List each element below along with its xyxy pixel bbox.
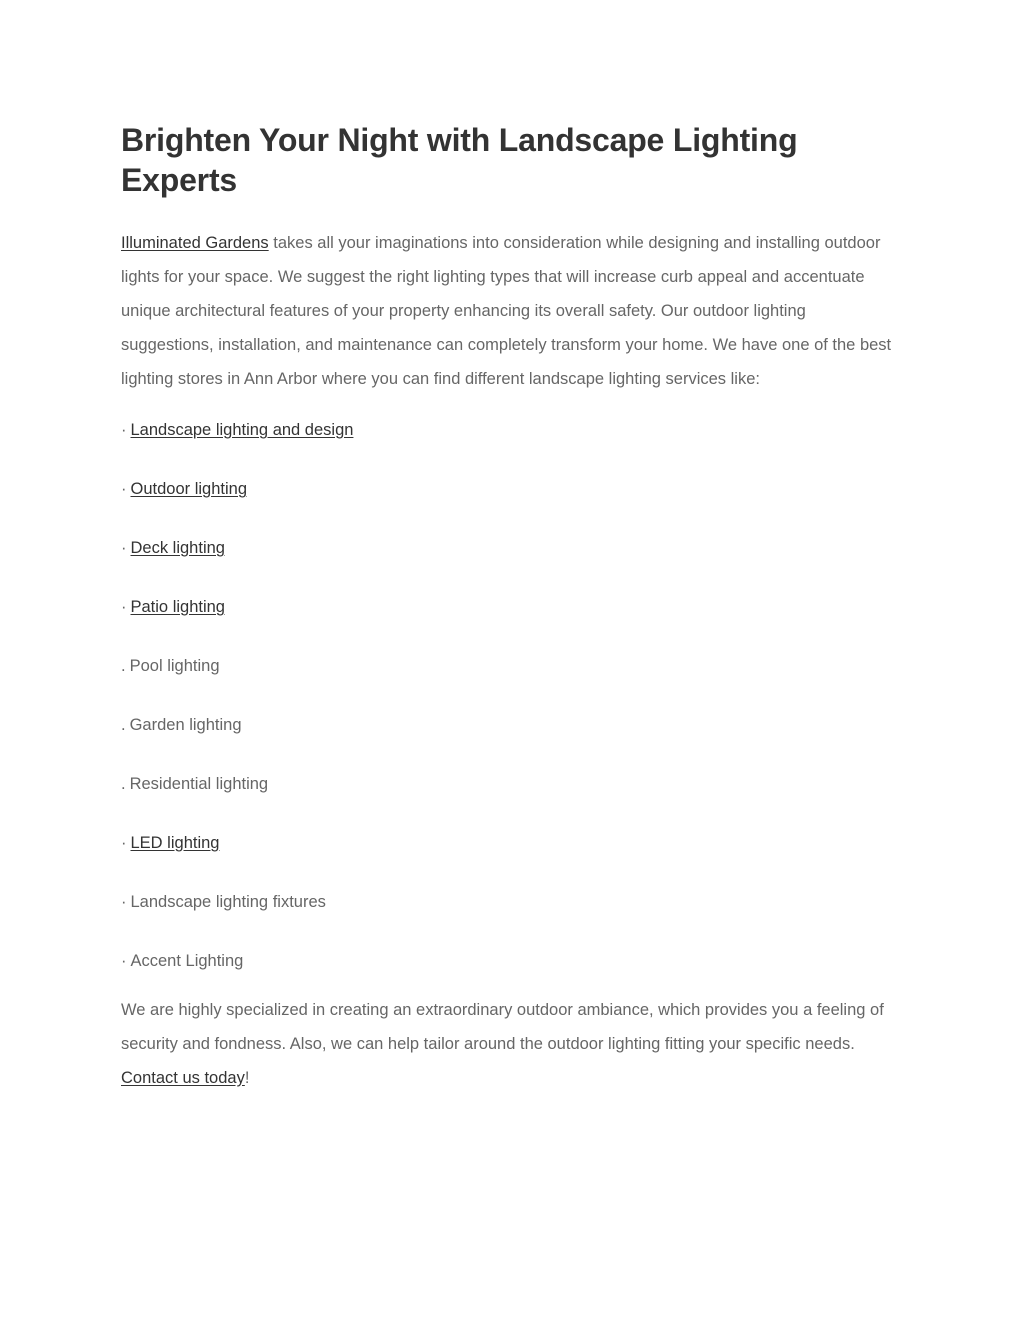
service-item: [121, 418, 901, 442]
bullet-marker: ·: [121, 598, 127, 616]
bullet-marker: .: [121, 775, 126, 793]
bullet-marker: ·: [121, 421, 127, 439]
service-link-deck-lighting[interactable]: Deck lighting: [130, 539, 225, 557]
closing-text: We are highly specialized in creating an extraordinary outdoor ambiance, which provides you a feeling of security and fondness. Also, we can help tailor around the outdoor lighting fitting your specific needs.: [121, 1001, 884, 1053]
page-title: Brighten Your Night with Landscape Lighting Experts: [121, 122, 798, 198]
service-label-residential-lighting: Residential lighting: [129, 775, 269, 793]
bullet-marker: ·: [121, 539, 127, 557]
service-item: [121, 713, 901, 737]
bullet-marker: ·: [121, 834, 127, 852]
service-link-landscape-lighting-design[interactable]: Landscape lighting and design: [130, 421, 354, 439]
contact-us-link[interactable]: Contact us today: [121, 1069, 245, 1087]
closing-paragraph: [121, 993, 901, 1095]
document-page: [121, 120, 901, 1095]
bullet-marker: ·: [121, 480, 127, 498]
service-label-accent-lighting: Accent Lighting: [130, 952, 244, 970]
illuminated-gardens-link[interactable]: Illuminated Gardens: [121, 234, 269, 252]
bullet-marker: ·: [121, 893, 127, 911]
bullet-marker: .: [121, 716, 126, 734]
service-label-landscape-lighting-fixtures: Landscape lighting fixtures: [130, 893, 326, 911]
bullet-marker: .: [121, 657, 126, 675]
service-item: [121, 772, 901, 796]
bullet-marker: ·: [121, 952, 127, 970]
service-link-outdoor-lighting[interactable]: Outdoor lighting: [130, 480, 247, 498]
intro-text: takes all your imaginations into consideration while designing and installing outdoor lights for your space. We suggest the right lighting types that will increase curb appeal and accentuate unique architectural features of your property enhancing its overall safety. Our outdoor lighting suggestions, installation, and maintenance can completely transform your home. We have one of the best lighting stores in Ann Arbor where you can find different landscape lighting services like:: [121, 234, 892, 388]
service-link-led-lighting[interactable]: LED lighting: [130, 834, 220, 852]
service-label-garden-lighting: Garden lighting: [129, 716, 242, 734]
service-item: [121, 477, 901, 501]
service-item: [121, 949, 901, 973]
service-link-patio-lighting[interactable]: Patio lighting: [130, 598, 225, 616]
service-item: [121, 536, 901, 560]
service-item: [121, 890, 901, 914]
closing-suffix: !: [244, 1069, 250, 1087]
service-item: [121, 654, 901, 678]
intro-paragraph: [121, 226, 901, 396]
service-item: [121, 831, 901, 855]
service-item: [121, 595, 901, 619]
services-list: [121, 418, 901, 973]
service-label-pool-lighting: Pool lighting: [129, 657, 220, 675]
